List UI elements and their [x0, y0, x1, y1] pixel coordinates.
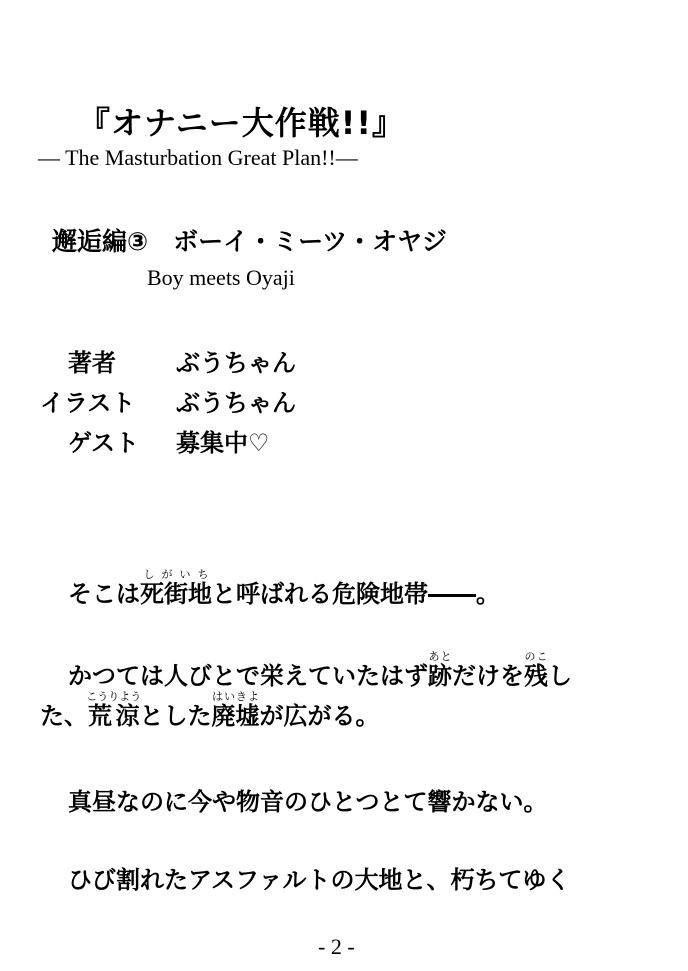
- p2-ruby-1: [428, 650, 452, 690]
- credit-role-author: 著者: [68, 349, 116, 377]
- p2-ruby-2-reading: のこ: [524, 650, 548, 663]
- p2-ruby-2: [524, 650, 548, 690]
- body-paragraph-4: ひび割れたアスファルトの大地と、朽ちてゆく: [68, 866, 571, 894]
- p2-seg6: が広がる。: [259, 702, 380, 730]
- body-paragraph-2-line-2: [40, 690, 380, 735]
- p1-ruby: [140, 568, 212, 608]
- body-paragraph-1: [68, 568, 500, 613]
- title: 『オナニー大作戦!!』: [78, 104, 405, 142]
- p2-ruby-3-base: 荒涼: [86, 702, 142, 730]
- p1-ruby-reading: しがいち: [140, 568, 212, 581]
- p2-seg3: し: [548, 662, 572, 690]
- credit-role-guest: ゲスト: [68, 429, 140, 457]
- chapter-heading: 邂逅編③ ボーイ・ミーツ・オヤジ: [52, 227, 447, 256]
- credit-name-author: ぶうちゃん: [176, 349, 296, 377]
- p1-post: と呼ばれる危険地帯――。: [212, 580, 500, 608]
- body-paragraph-2-line-1: [68, 650, 572, 695]
- page-number: - 2 -: [318, 934, 355, 959]
- p2-seg4: た、: [40, 702, 88, 730]
- p2-ruby-3-reading: こうりよう: [86, 690, 142, 703]
- body-paragraph-3: 真昼なのに今や物音のひとつとて響かない。: [68, 788, 548, 816]
- subtitle: ― The Masturbation Great Plan!!―: [38, 145, 358, 170]
- chapter-english: Boy meets Oyaji: [147, 265, 295, 290]
- p2-ruby-1-reading: あと: [428, 650, 452, 663]
- p2-seg1: かつては人びとで栄えていたはず: [68, 662, 428, 690]
- credit-name-guest: 募集中♡: [176, 429, 270, 457]
- p1-pre: そこは: [68, 580, 140, 608]
- p2-ruby-4: [211, 690, 260, 730]
- p1-ruby-base: 死街地: [140, 580, 212, 608]
- p2-ruby-4-base: 廃墟: [211, 702, 260, 730]
- credit-name-illustration: ぶうちゃん: [176, 389, 296, 417]
- p2-ruby-2-base: 残: [524, 662, 548, 690]
- p2-ruby-4-reading: はいきよ: [211, 690, 260, 703]
- credit-role-illustration: イラスト: [40, 389, 136, 417]
- p2-seg2: だけを: [452, 662, 524, 690]
- p2-seg5: とした: [139, 702, 212, 730]
- p2-ruby-3: [86, 690, 142, 730]
- p2-ruby-1-base: 跡: [428, 662, 452, 690]
